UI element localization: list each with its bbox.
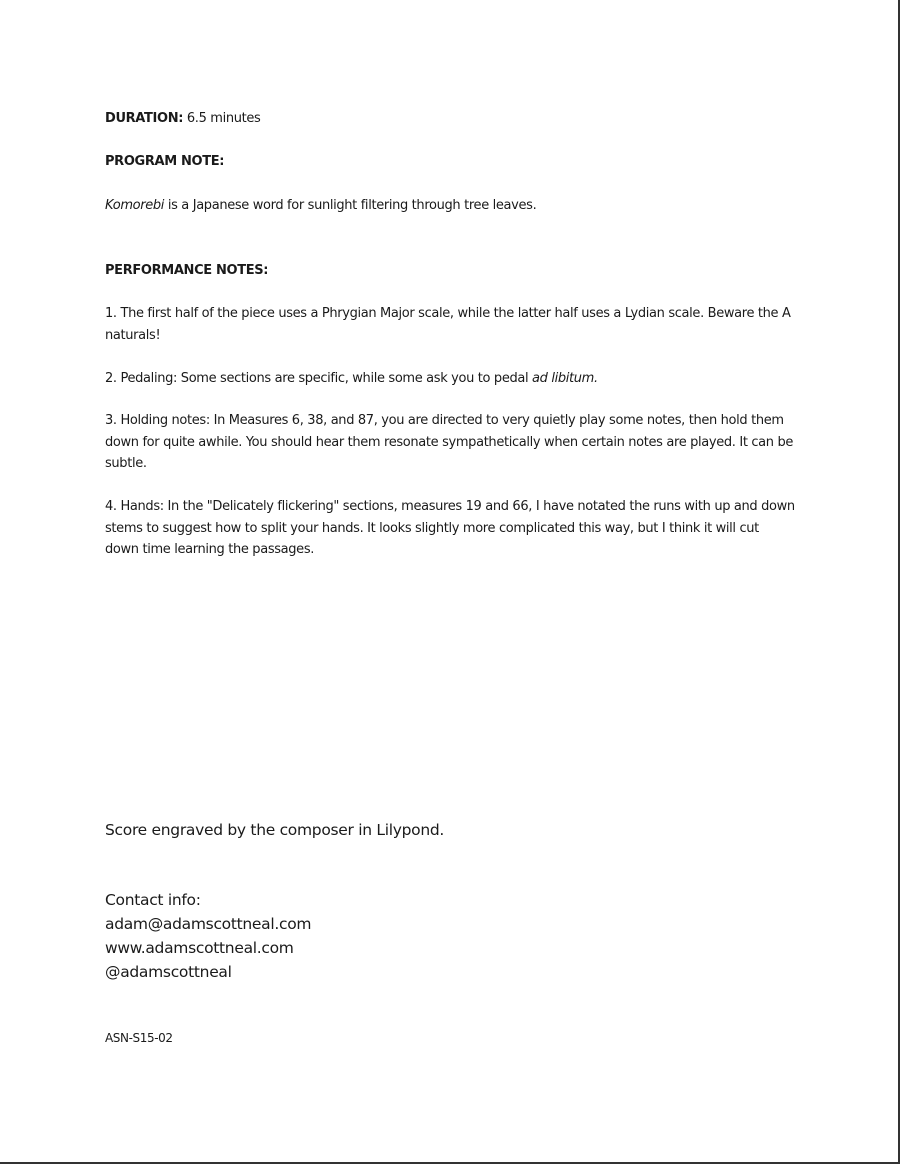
duration-label: DURATION: (105, 111, 184, 126)
performance-notes-heading: PERFORMANCE NOTES: (105, 263, 269, 278)
program-note-heading: PROGRAM NOTE: (105, 154, 225, 169)
contact-email[interactable]: adam@adamscottneal.com (105, 915, 312, 933)
engraving-credit: Score engraved by the composer in Lilypond. (105, 821, 445, 839)
performance-note-2-text: 2. Pedaling: Some sections are specific, while some ask you to pedal (105, 371, 529, 386)
performance-note-2-term: ad libitum. (532, 371, 598, 386)
performance-note-4: 4. Hands: In the "Delicately flickering" sections, measures 19 and 66, I have notated the runs with up and down stems to suggest how to split your hands. It looks slightly more complicated this way, but I think it will cut down time learning the passages. (105, 499, 795, 557)
program-note-text (105, 195, 795, 217)
program-note-term: Komorebi (105, 198, 165, 213)
contact-handle: @adamscottneal (105, 963, 232, 981)
performance-note-1: 1. The first half of the piece uses a Phrygian Major scale, while the latter half uses a Lydian scale. Beware the A naturals! (105, 306, 791, 343)
program-note-body: is a Japanese word for sunlight filtering through tree leaves. (167, 198, 537, 213)
duration-line (105, 108, 795, 130)
duration-value: 6.5 minutes (186, 111, 261, 126)
contact-info (105, 888, 311, 984)
contact-website[interactable]: www.adamscottneal.com (105, 939, 294, 957)
catalog-code: ASN-S15-02 (105, 1031, 173, 1045)
performance-note-2 (105, 368, 795, 390)
performance-note-3: 3. Holding notes: In Measures 6, 38, and 87, you are directed to very quietly play some notes, then hold them down for quite awhile. You should hear them resonate sympathetically when certain notes are played. It can be subtle. (105, 413, 794, 471)
contact-label: Contact info: (105, 891, 201, 909)
